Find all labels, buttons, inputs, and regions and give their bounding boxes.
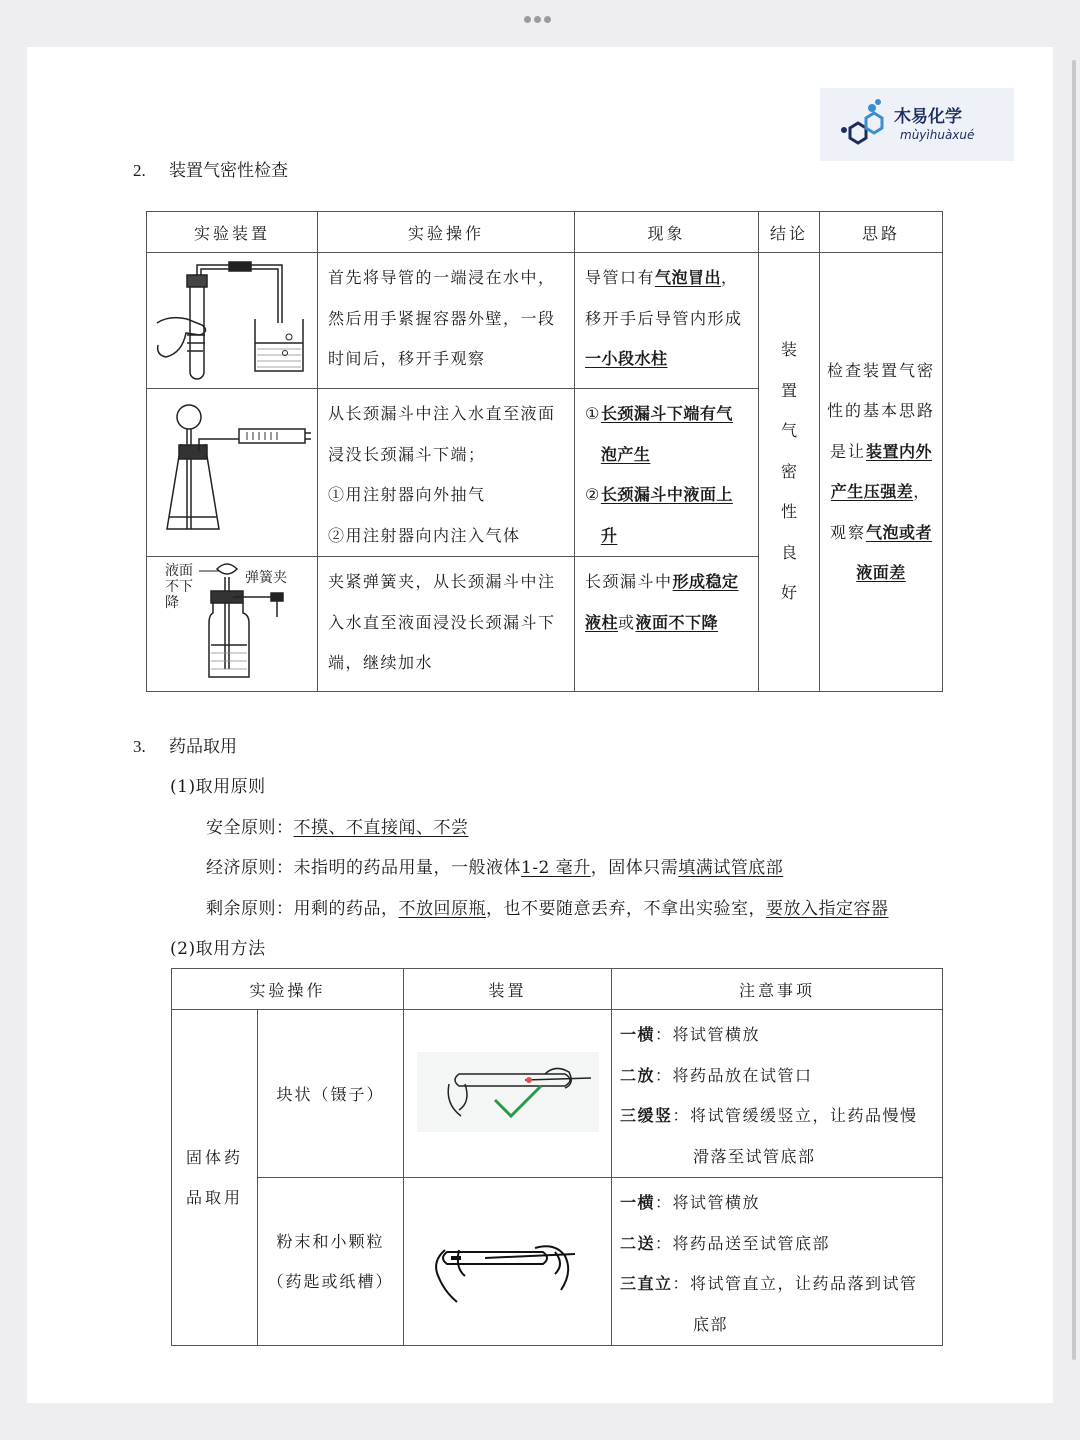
- header-device: 装置: [404, 969, 612, 1010]
- device-tweezers-image: [404, 1010, 612, 1178]
- table-row: [172, 1178, 943, 1346]
- safety-principle: 安全原则：不摸、不直接闻、不尝: [206, 818, 469, 838]
- phenomenon-cell-1: 导管口有气泡冒出，移开手后导管内形成 一小段水柱: [575, 253, 759, 389]
- header-apparatus: 实验装置: [147, 212, 318, 253]
- notes-powder: 一横：将试管横放 二送：将药品送至试管底部 三直立：将试管直立，让药品落到试管底部: [612, 1178, 943, 1346]
- op-cell-1: 首先将导管的一端浸在水中，然后用手紧握容器外壁，一段时间后，移开手观察: [318, 253, 575, 389]
- conclusion-char: 气: [780, 421, 797, 441]
- header-notes: 注意事项: [612, 969, 943, 1010]
- conclusion-text: [759, 330, 819, 614]
- document-page: [27, 47, 1053, 1403]
- scrollbar[interactable]: [1072, 60, 1076, 1360]
- phenomenon-cell-3: 长颈漏斗中形成稳定液柱或液面不下降: [575, 557, 759, 692]
- more-options-icon[interactable]: [524, 8, 556, 18]
- economy-principle: 经济原则：未指明的药品用量，一般液体1-2 毫升，固体只需填满试管底部: [206, 858, 784, 878]
- logo-brand: 木易化学: [894, 107, 962, 127]
- subheading-methods: (2)取用方法: [170, 939, 266, 959]
- table-row: [147, 253, 943, 389]
- header-phenomenon: 现象: [575, 212, 759, 253]
- label-liquid-not-drop: 液面不下降: [165, 563, 193, 611]
- conclusion-char: 良: [780, 542, 797, 562]
- idea-cell: 检查装置气密性的基本思路是让装置内外产生压强差，观察气泡或者液面差: [820, 253, 943, 692]
- header-operation: 实验操作: [172, 969, 404, 1010]
- subheading-principles: (1)取用原则: [170, 777, 266, 797]
- label-spring-clamp: 弹簧夹: [245, 570, 287, 586]
- apparatus-test-tube-beaker: [147, 253, 318, 389]
- brand-logo: [820, 88, 1014, 161]
- table-row: [172, 1010, 943, 1178]
- op-cell-2: 从长颈漏斗中注入水直至液面浸没长颈漏斗下端； ①用注射器向外抽气 ②用注射器向内注入气体: [318, 389, 575, 557]
- apparatus-bottle-clamp: [147, 557, 318, 692]
- conclusion-char: 密: [780, 461, 797, 481]
- conclusion-char: 置: [780, 380, 797, 400]
- reagent-method-table: [171, 968, 943, 1346]
- method-powder: 粉末和小颗粒 （药匙或纸槽）: [258, 1178, 404, 1346]
- header-conclusion: 结论: [759, 212, 820, 253]
- conclusion-char: 好: [780, 583, 797, 603]
- op-cell-3: 夹紧弹簧夹，从长颈漏斗中注入水直至液面浸没长颈漏斗下端，继续加水: [318, 557, 575, 692]
- remainder-principle: 剩余原则：用剩的药品，不放回原瓶，也不要随意丢弃，不拿出实验室，要放入指定容器: [206, 899, 889, 919]
- conclusion-char: 装: [780, 340, 797, 360]
- phenomenon-cell-2: ① 长颈漏斗下端有气泡产生 ② 长颈漏斗中液面上升: [575, 389, 759, 557]
- header-idea: 思路: [820, 212, 943, 253]
- section-3-heading: 3. 药品取用: [133, 737, 237, 757]
- apparatus-flask-syringe: [147, 389, 318, 557]
- group-solid-cell: 固体药品取用: [172, 1010, 258, 1346]
- header-operation: 实验操作: [318, 212, 575, 253]
- method-lump: 块状（镊子）: [258, 1010, 404, 1178]
- molecule-logo-icon: [820, 88, 890, 161]
- airtightness-table: [146, 211, 943, 692]
- logo-pinyin: mùyìhuàxué: [900, 128, 975, 142]
- conclusion-char: 性: [780, 502, 797, 522]
- device-spatula-image: [404, 1178, 612, 1346]
- conclusion-cell: [759, 253, 820, 692]
- section-2-heading: 2. 装置气密性检查: [133, 161, 288, 181]
- notes-lump: 一横：将试管横放 二放：将药品放在试管口 三缓竖：将试管缓缓竖立，让药品慢慢滑落至试管底部: [612, 1010, 943, 1178]
